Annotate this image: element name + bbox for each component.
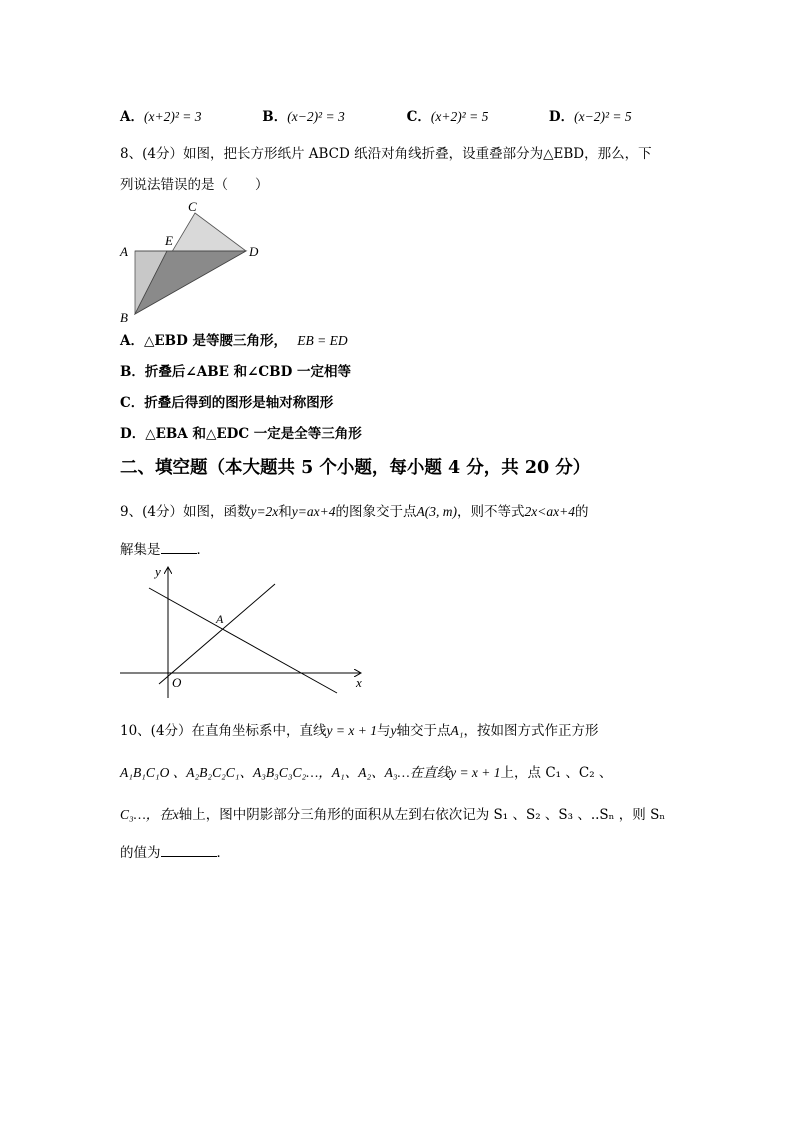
q7-options bbox=[120, 108, 632, 126]
q8-option-b: B．折叠后∠ABE 和∠CBD 一定相等 bbox=[120, 364, 351, 380]
q8-figure bbox=[115, 198, 275, 326]
line-y-2x bbox=[159, 584, 275, 684]
q8-option-a: A．△EBD 是等腰三角形， EB = ED bbox=[120, 333, 348, 349]
q10-stem-line3: C₃…，在x轴上，图中阴影部分三角形的面积从左到右依次记为 S₁ 、S₂ 、S₃ 、..Sₙ ，则 Sₙ bbox=[120, 807, 666, 823]
label-y: y bbox=[155, 564, 161, 579]
label-c: C bbox=[188, 199, 197, 214]
q10-stem-line1: 10、(4分）在直角坐标系中，直线y = x + 1与y轴交于点A₁，按如图方式作正方形 bbox=[120, 723, 599, 739]
section-title: 二、填空题（本大题共 5 个小题，每小题 4 分，共 20 分） bbox=[120, 458, 591, 478]
label-b: B bbox=[120, 310, 128, 325]
label-a: A bbox=[216, 612, 224, 626]
label-x: x bbox=[356, 675, 362, 690]
q10-answer-blank[interactable] bbox=[161, 843, 217, 857]
q9-answer-blank[interactable] bbox=[161, 540, 197, 554]
q8-stem-line2: 列说法错误的是（ ） bbox=[120, 177, 269, 193]
q9-figure bbox=[115, 562, 370, 702]
q7-option-c: C．(x+2)² = 5 bbox=[406, 109, 489, 125]
q8-option-c: C．折叠后得到的图形是轴对称图形 bbox=[120, 395, 334, 411]
q10-stem-line4: 的值为 ． bbox=[120, 845, 230, 861]
q7-option-b: B．(x−2)² = 3 bbox=[262, 109, 345, 125]
q8-option-d: D．△EBA 和△EDC 一定是全等三角形 bbox=[120, 426, 362, 442]
q7-option-a: A．(x+2)² = 3 bbox=[120, 109, 202, 125]
q7-option-d: D．(x−2)² = 5 bbox=[548, 109, 632, 125]
q8-stem-line1: 8、(4分）如图，把长方形纸片 ABCD 纸沿对角线折叠，设重叠部分为△EBD，那么，下 bbox=[120, 146, 652, 162]
label-o: O bbox=[172, 675, 182, 690]
q9-stem-line2: 解集是 ． bbox=[120, 542, 210, 558]
label-a: A bbox=[120, 244, 128, 259]
q10-stem-line2: A₁B₁C₁O 、A₂B₂C₂C₁、A₃B₃C₃C₂…，A₁、A₂、A₃…在直线y = x + 1上，点 C₁ 、C₂ 、 bbox=[120, 765, 613, 781]
label-d: D bbox=[249, 244, 259, 259]
label-e: E bbox=[165, 233, 173, 248]
q9-stem-line1: 9、(4分）如图，函数y=2x和y=ax+4的图象交于点A(3, m)，则不等式2x<ax+4的 bbox=[120, 504, 589, 520]
